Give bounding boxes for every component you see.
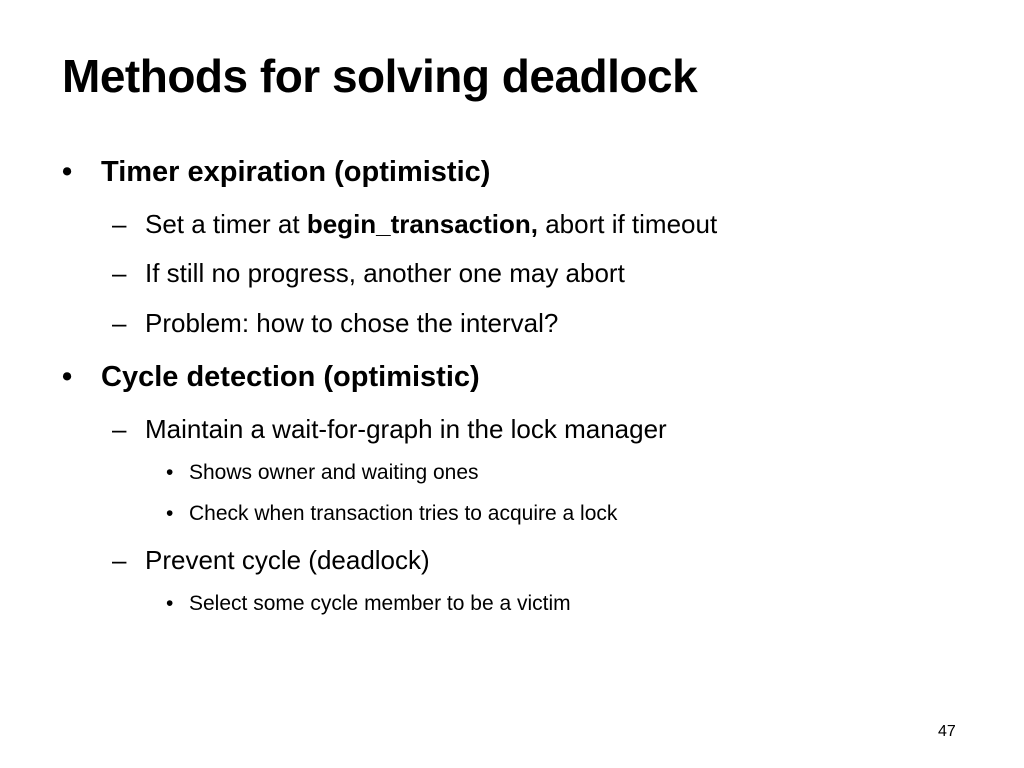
subitem-prevent-cycle: Prevent cycle (deadlock) — [145, 545, 430, 575]
bullet-item-timer-expiration: Timer expiration (optimistic) — [101, 156, 491, 188]
subitem-set-timer-prefix: Set a timer at — [145, 209, 307, 239]
subsubitem-check-acquire-lock: Check when transaction tries to acquire a lock — [189, 502, 618, 525]
subitem-set-timer — [145, 208, 717, 240]
bullet-marker: • — [62, 156, 73, 188]
subitem-set-timer-suffix: abort if timeout — [538, 209, 718, 239]
bullet-marker: • — [62, 361, 73, 393]
subsubitem-shows-owner: Shows owner and waiting ones — [189, 461, 479, 484]
subitem-no-progress: If still no progress, another one may abort — [145, 258, 625, 288]
dash-marker: – — [112, 209, 127, 239]
dash-marker: – — [112, 258, 127, 288]
small-bullet-marker: • — [166, 502, 174, 525]
small-bullet-marker: • — [166, 461, 174, 484]
small-bullet-marker: • — [166, 592, 174, 615]
bullet-item-cycle-detection: Cycle detection (optimistic) — [101, 361, 480, 393]
dash-marker: – — [112, 308, 127, 338]
subitem-wait-for-graph: Maintain a wait-for-graph in the lock manager — [145, 414, 667, 444]
subitem-problem-interval: Problem: how to chose the interval? — [145, 308, 559, 338]
dash-marker: – — [112, 545, 127, 575]
dash-marker: – — [112, 414, 127, 444]
slide-title: Methods for solving deadlock — [62, 50, 698, 102]
page-number: 47 — [938, 723, 956, 740]
subsubitem-select-victim: Select some cycle member to be a victim — [189, 592, 571, 615]
begin-transaction-keyword: begin_transaction, — [306, 209, 538, 239]
